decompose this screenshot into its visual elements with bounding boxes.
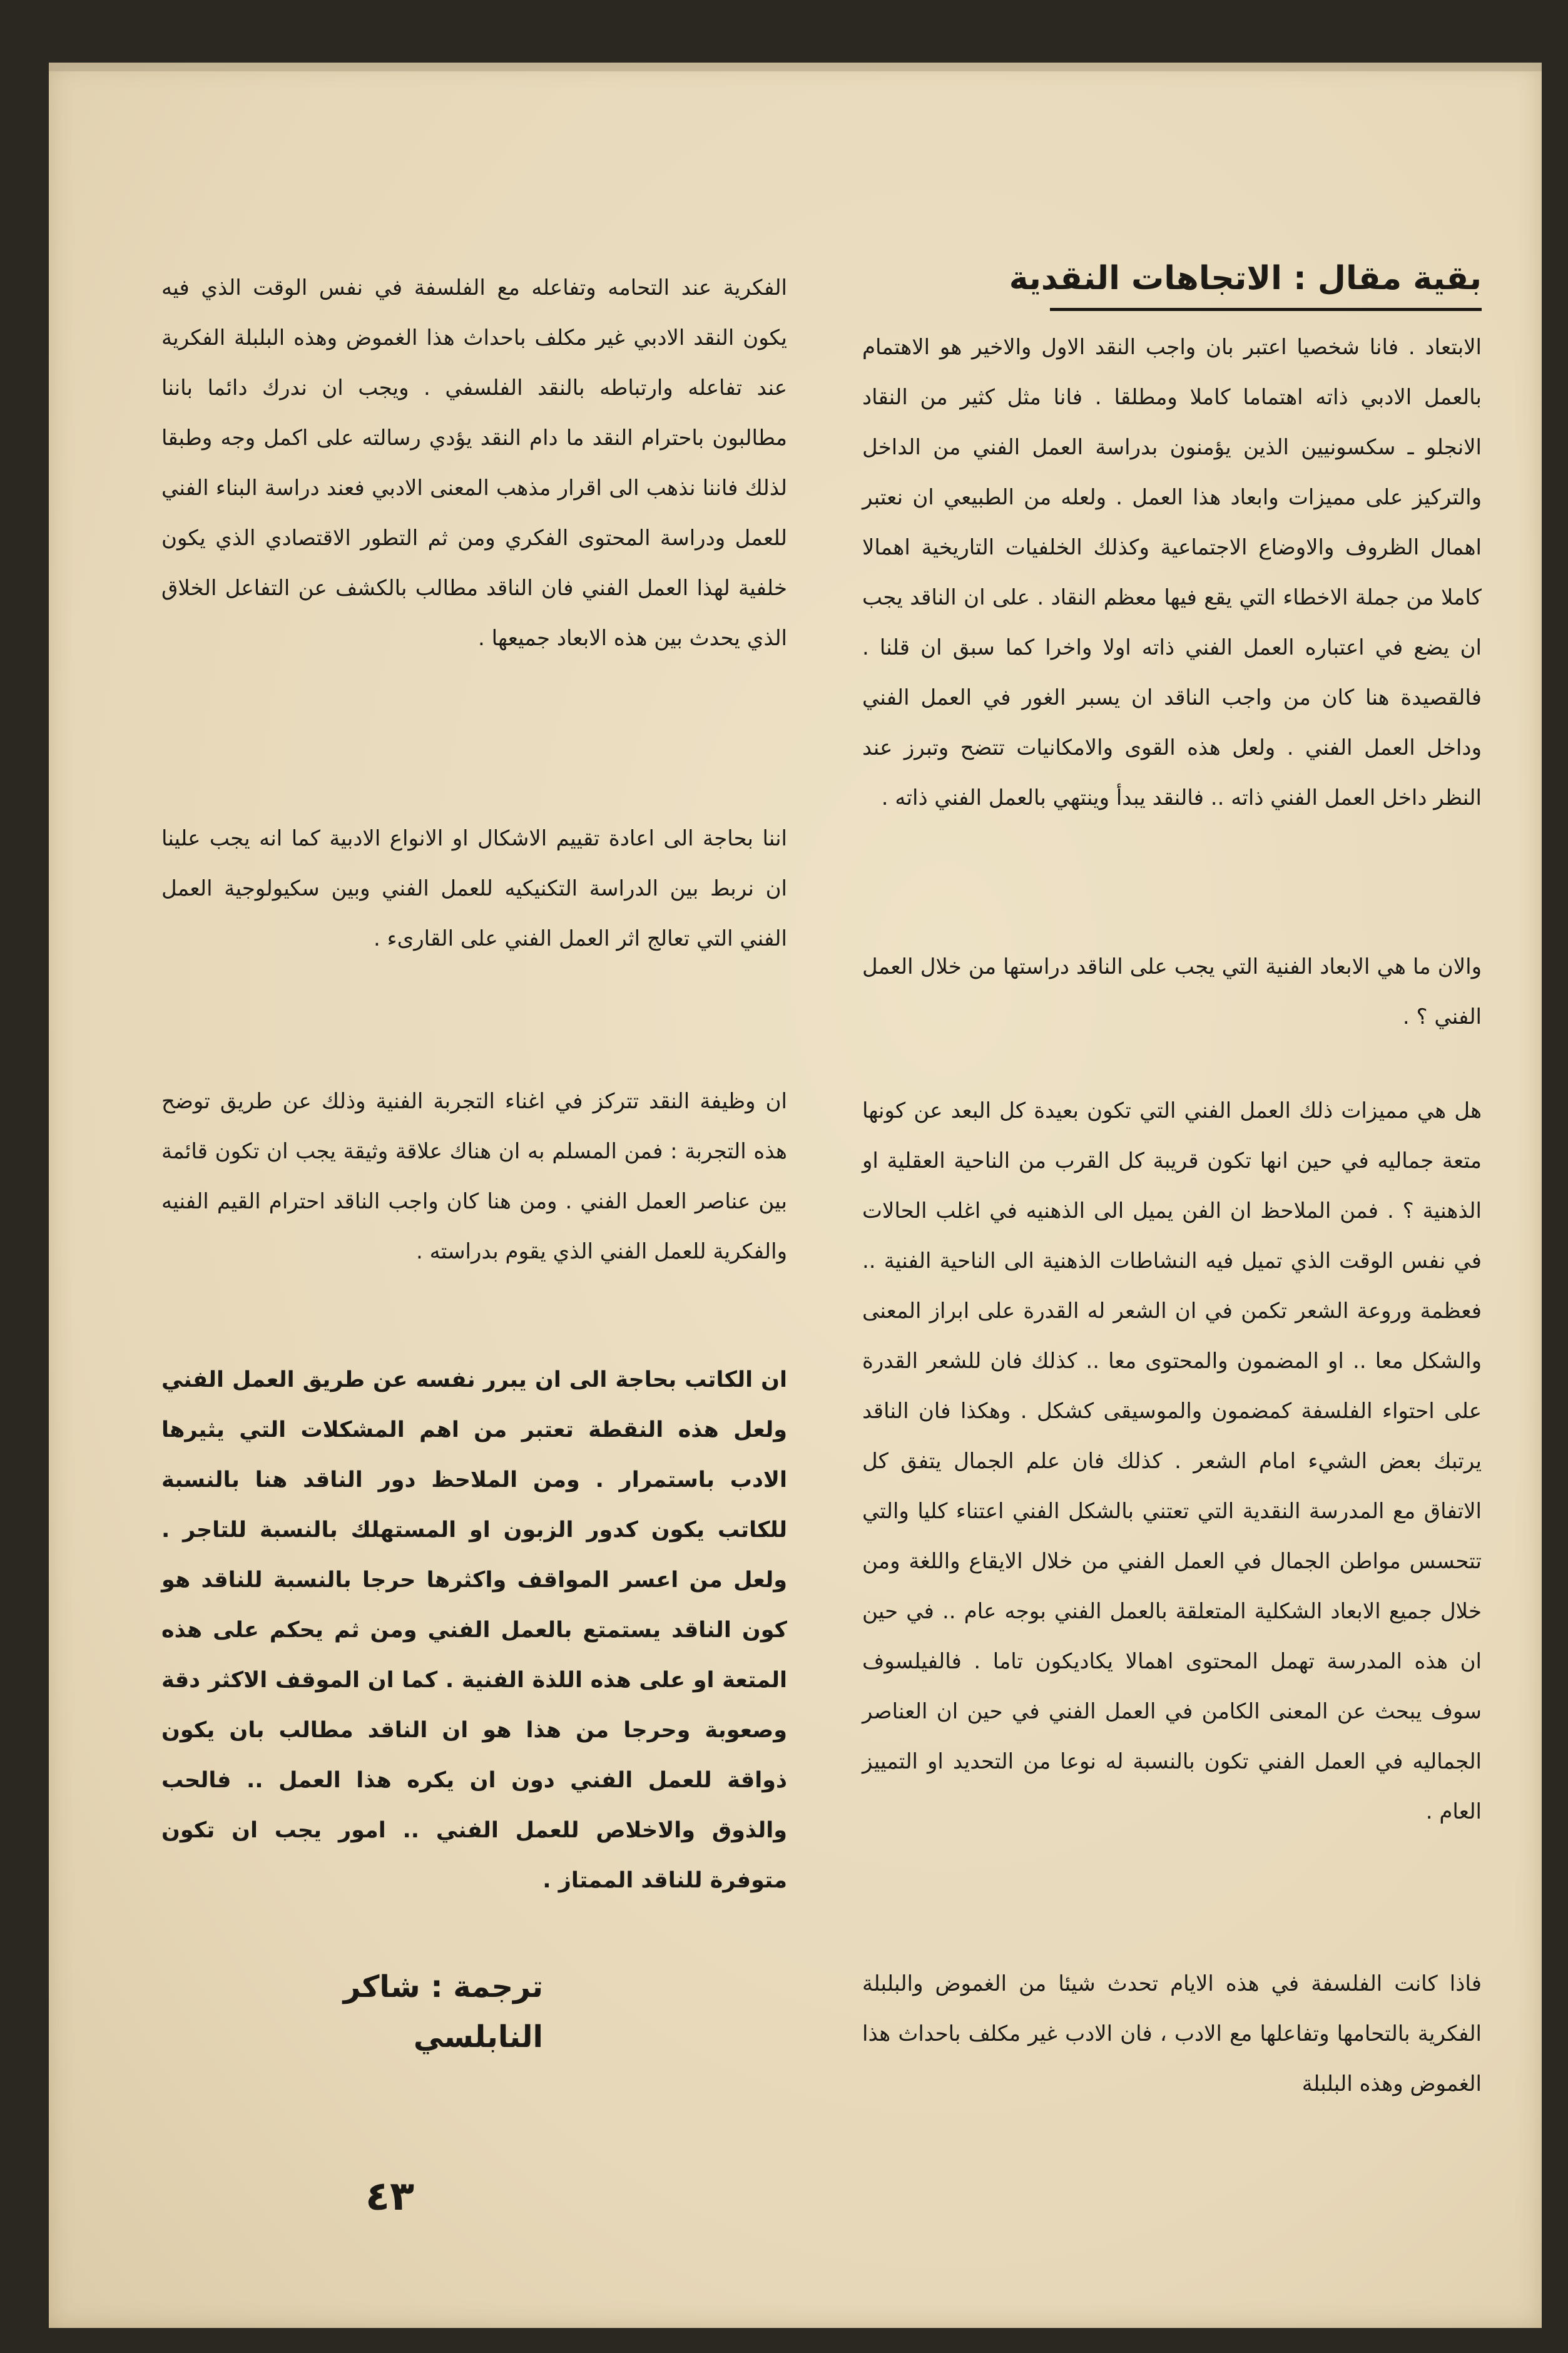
right-paragraph-4: فاذا كانت الفلسفة في هذه الايام تحدث شيئا من الغموض والبلبلة الفكرية بالتحامها وتفاعلها مع الادب ، فان الادب غير مكلف باحداث هذا الغموض وهذه البلبلة [862,1971,1482,2096]
headline-underline [1050,308,1482,311]
left-paragraph-1: الفكرية عند التحامه وتفاعله مع الفلسفة في نفس الوقت الذي فيه يكون النقد الادبي غير مكلف باحداث هذا الغموض وهذه البلبلة الفكرية عند تفاعله وارتباطه بالنقد الفلسفي . ويجب ان ندرك دائما باننا مطالبون باحترام النقد ما دام النقد يؤدي رسالته على اكمل وجه وطبقا لذلك فاننا نذهب الى اقرار مذهب المعنى الادبي فعند دراسة البناء الفني للعمل ودراسة المحتوى الفكري ومن ثم التطور الاقتصادي الذي يكون خلفية لهذا العمل الفني فان الناقد مطالب بالكشف عن التفاعل الخلاق الذي يحدث بين هذه الابعاد جميعها . [161,275,787,651]
right-paragraph-1: الابتعاد . فانا شخصيا اعتبر بان واجب النقد الاول والاخير هو الاهتمام بالعمل الادبي ذاته اهتماما كاملا ومطلقا . فانا مثل كثير من النقاد الانجلو ـ سكسونيين الذين يؤمنون بدراسة العمل الفني من الداخل والتركيز على مميزات وابعاد هذا العمل . ولعله من الطبيعي ان نعتبر اهمال الظروف والاوضاع الاجتماعية وكذلك الخلفيات التاريخية اهمالا كاملا من جملة الاخطاء التي يقع فيها معظم النقاد . على ان الناقد يجب ان يضع في اعتباره العمل الفني ذاته اولا واخرا كما سبق ان قلنا . فالقصيدة هنا كان من واجب الناقد ان يسبر الغور في العمل الفني وداخل العمل الفني . ولعل هذه القوى والامكانيات تتضح وتبرز عند النظر داخل العمل الفني ذاته .. فالنقد يبدأ وينتهي بالعمل الفني ذاته . [862,335,1482,810]
page-top-edge [49,63,1542,71]
translator-signature: ترجمة : شاكر النابلسي [343,1969,543,2054]
right-paragraph-2: والان ما هي الابعاد الفنية التي يجب على الناقد دراستها من خلال العمل الفني ؟ . [862,954,1482,1029]
left-paragraph-2: اننا بحاجة الى اعادة تقييم الاشكال او الانواع الادبية كما انه يجب علينا ان نربط بين الدراسة التكنيكيه للعمل الفني وبين سكيولوجية العمل الفني التي تعالج اثر العمل الفني على القارىء . [161,826,787,951]
magazine-page [49,63,1542,2328]
left-paragraph-4-bold: ان الكاتب بحاجة الى ان يبرر نفسه عن طريق العمل الفني ولعل هذه النقطة تعتبر من اهم المشكلات التي يثيرها الادب باستمرار . ومن الملاحظ دور الناقد هنا بالنسبة للكاتب يكون كدور الزبون او المستهلك بالنسبة للتاجر . ولعل من اعسر المواقف واكثرها حرجا بالنسبة للناقد هو كون الناقد يستمتع بالعمل الفني ومن ثم يحكم على هذه المتعة او على هذه اللذة الفنية . كما ان الموقف الاكثر دقة وصعوبة وحرجا من هذا هو ان الناقد مطالب بان يكون ذواقة للعمل الفني دون ان يكره هذا العمل .. فالحب والذوق والاخلاص للعمل الفني .. امور يجب ان تكون متوفرة للناقد الممتاز . [161,1367,787,1893]
page-number: ٤٣ [365,2173,415,2220]
right-paragraph-3: هل هي مميزات ذلك العمل الفني التي تكون بعيدة كل البعد عن كونها متعة جماليه في حين انها تكون قريبة كل القرب من الناحية العقلية او الذهنية ؟ . فمن الملاحظ ان الفن يميل الى الذهنيه في اغلب الحالات في نفس الوقت الذي تميل فيه النشاطات الذهنية الى الناحية الفنية .. فعظمة وروعة الشعر تكمن في ان الشعر له القدرة على ابراز المعنى والشكل معا .. او المضمون والمحتوى معا .. كذلك فان للشعر القدرة على احتواء الفلسفة كمضمون والموسيقى كشكل . وهكذا فان الناقد يرتبك بعض الشيء امام الشعر . كذلك فان علم الجمال يتفق كل الاتفاق مع المدرسة النقدية التي تعتني بالشكل الفني اعتناء كليا والتي تتحسس مواطن الجمال في العمل الفني من خلال الايقاع واللغة ومن خلال جميع الابعاد الشكلية المتعلقة بالعمل الفني بوجه عام .. في حين ان هذه المدرسة تهمل المحتوى اهمالا يكاديكون تاما . فالفيلسوف سوف يبحث عن المعنى الكامن في العمل الفني في حين ان العناصر الجماليه في العمل الفني تكون بالنسبة له نوعا من التحديد او التمييز العام . [862,1098,1482,1824]
article-headline: بقية مقال : الاتجاهات النقدية [1009,260,1482,297]
left-paragraph-3: ان وظيفة النقد تتركز في اغناء التجربة الفنية وذلك عن طريق توضح هذه التجربة : فمن المسلم به ان هناك علاقة وثيقة يجب ان تكون قائمة بين عناصر العمل الفني . ومن هنا كان واجب الناقد احترام القيم الفنيه والفكرية للعمل الفني الذي يقوم بدراسته . [161,1089,787,1264]
